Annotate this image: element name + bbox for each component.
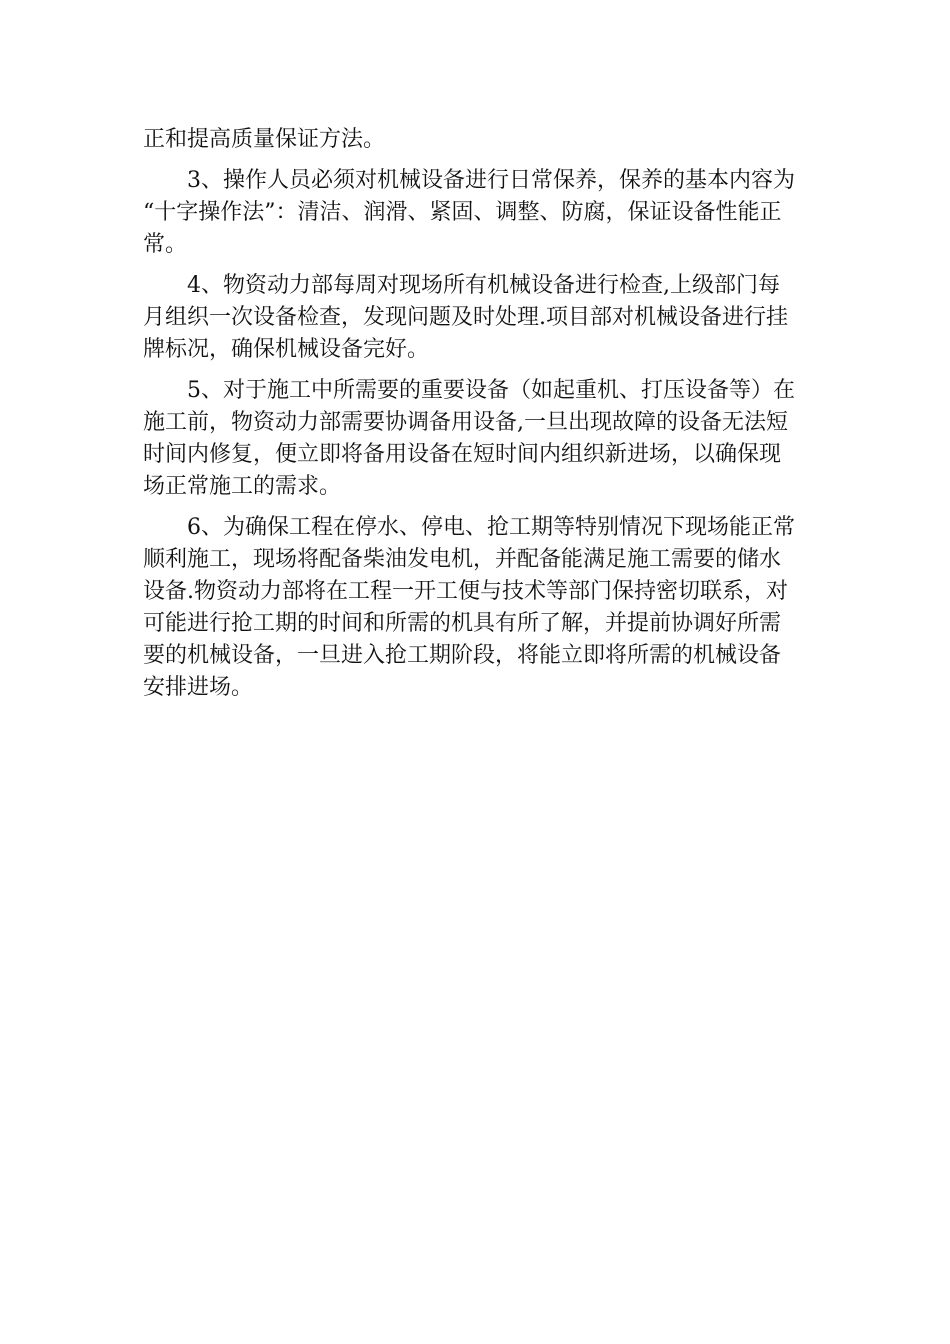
paragraph-item-4: [143, 270, 808, 366]
text-line: 3、操作人员必须对机械设备进行日常保养，保养的基本内容为: [187, 168, 795, 193]
text-line: 安排进场。: [143, 675, 254, 700]
text-line: 设备.物资动力部将在工程一开工便与技术等部门保持密切联系，对: [143, 579, 788, 604]
text-line: 时间内修复，便立即将备用设备在短时间内组织新进场，以确保现: [143, 442, 782, 467]
text-line: 4、物资动力部每周对现场所有机械设备进行检查,上级部门每: [187, 273, 780, 298]
text-line: 正和提高质量保证方法。: [143, 127, 386, 152]
text-line: 6、为确保工程在停水、停电、抢工期等特别情况下现场能正常: [187, 515, 795, 540]
text-line: 常。: [143, 232, 188, 257]
text-line: 要的机械设备，一旦进入抢工期阶段，将能立即将所需的机械设备: [143, 643, 782, 668]
document-body: [143, 124, 808, 704]
text-line: “十字操作法”：清洁、润滑、紧固、调整、防腐，保证设备性能正: [143, 200, 782, 225]
paragraph-continuation: [143, 124, 808, 156]
text-line: 施工前，物资动力部需要协调备用设备,一旦出现故障的设备无法短: [143, 410, 788, 435]
text-line: 5、对于施工中所需要的重要设备（如起重机、打压设备等）在: [187, 378, 795, 403]
paragraph-item-6: [143, 512, 808, 704]
paragraph-item-5: [143, 375, 808, 503]
text-line: 顺利施工，现场将配备柴油发电机，并配备能满足施工需要的储水: [143, 547, 782, 572]
text-line: 场正常施工的需求。: [143, 474, 342, 499]
text-line: 月组织一次设备检查，发现问题及时处理.项目部对机械设备进行挂: [143, 305, 788, 330]
text-line: 牌标况，确保机械设备完好。: [143, 337, 430, 362]
text-line: 可能进行抢工期的时间和所需的机具有所了解，并提前协调好所需: [143, 611, 782, 636]
paragraph-item-3: [143, 165, 808, 261]
